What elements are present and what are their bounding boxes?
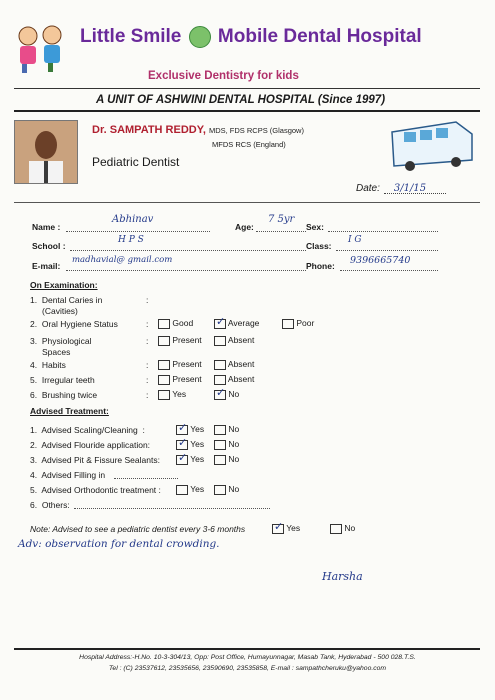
colon: : (146, 319, 149, 329)
phone-label: Phone: (306, 261, 335, 271)
school-label: School : (32, 241, 66, 251)
brushing-no[interactable]: ✓ No (214, 389, 239, 400)
sealant-yes[interactable]: ✓ Yes (176, 454, 204, 465)
note-yes[interactable]: ✓ Yes (272, 523, 300, 534)
checkbox[interactable] (214, 375, 226, 385)
exam-item-4: 4. Habits (30, 360, 66, 370)
age-label: Age: (235, 222, 254, 232)
colon: : (146, 375, 149, 385)
class-label: Class: (306, 241, 332, 251)
checkbox-checked[interactable] (176, 455, 188, 465)
kids-logo-icon (10, 22, 72, 74)
doctor-specialty: Pediatric Dentist (92, 155, 180, 169)
checkbox[interactable] (158, 375, 170, 385)
others-line (74, 508, 270, 509)
scaling-yes[interactable]: ✓ Yes (176, 424, 204, 435)
checkbox-checked[interactable] (176, 425, 188, 435)
mobile-bus-icon (386, 114, 478, 176)
hospital-address: Hospital Address:-H.No. 10-3-304/13, Opp: Post Office, Humayunnagar, Masab Tank, Hyderabad - 500 028.T.S. (79, 654, 416, 661)
exam-item-6: 6. Brushing twice (30, 390, 98, 400)
oral-hygiene-average[interactable]: ✓ Average (214, 318, 259, 329)
unit-line: A UNIT OF ASHWINI DENTAL HOSPITAL (Since 1997) (96, 94, 386, 106)
name-value: Abhinav (112, 214, 154, 225)
signature: Harsha (322, 570, 363, 583)
checkbox[interactable] (214, 455, 226, 465)
checkbox-checked[interactable] (214, 319, 226, 329)
checkbox-checked[interactable] (272, 524, 284, 534)
colon: : (146, 295, 149, 305)
oral-hygiene-poor[interactable]: Poor (282, 318, 314, 329)
phone-value: 9396665740 (350, 255, 411, 266)
spaces-present[interactable]: Present (158, 335, 202, 346)
hospital-contact: Tel : (C) 23537612, 23535656, 23590690, 23535858, E-mail : sampathcheruku@yahoo.com (108, 665, 387, 672)
advice-note: Adv: observation for dental crowding. (18, 538, 220, 550)
age-line (256, 231, 306, 232)
checkbox[interactable] (176, 485, 188, 495)
exam-item-5: 5. Irregular teeth (30, 375, 95, 385)
sex-label: Sex: (306, 222, 324, 232)
fluoride-no[interactable]: No (214, 439, 239, 450)
name-line (66, 231, 210, 232)
treatment-item-5: 5. Advised Orthodontic treatment : (30, 485, 161, 495)
checkbox[interactable] (214, 360, 226, 370)
date-field: Date: 3/1/15 (356, 183, 427, 194)
class-value: I G (348, 235, 362, 245)
exam-item-3-sub: Spaces (42, 347, 71, 357)
irregular-present[interactable]: Present (158, 374, 202, 385)
checkbox[interactable] (214, 485, 226, 495)
exam-item-2: 2. Oral Hygiene Status (30, 319, 118, 329)
checkbox[interactable] (158, 390, 170, 400)
email-label: E-mail: (32, 261, 61, 271)
hospital-subtitle: Exclusive Dentistry for kids (148, 70, 299, 82)
phone-line (340, 270, 438, 271)
oral-hygiene-good[interactable]: Good (158, 318, 193, 329)
sealant-no[interactable]: No (214, 454, 239, 465)
habits-absent[interactable]: Absent (214, 359, 254, 370)
exam-item-1: 1. Dental Caries in (30, 295, 103, 305)
checkbox[interactable] (214, 440, 226, 450)
school-value: H P S (118, 235, 144, 245)
revisit-note: Note: Advised to see a pediatric dentist every 3-6 months (30, 524, 246, 534)
checkbox[interactable] (158, 336, 170, 346)
sex-line (328, 231, 438, 232)
divider (14, 88, 480, 89)
divider (14, 202, 480, 203)
hospital-title: Little Smile Mobile Dental Hospital (80, 26, 422, 48)
email-value: madhavial@ gmail.com (72, 255, 173, 265)
checkbox[interactable] (214, 425, 226, 435)
checkbox-checked[interactable] (214, 390, 226, 400)
class-line (336, 250, 438, 251)
ortho-no[interactable]: No (214, 484, 239, 495)
checkbox[interactable] (158, 319, 170, 329)
scaling-no[interactable]: No (214, 424, 239, 435)
checkbox[interactable] (330, 524, 342, 534)
treatment-heading: Advised Treatment: (30, 406, 109, 416)
treatment-item-6: 6. Others: (30, 500, 70, 510)
checkbox-checked[interactable] (176, 440, 188, 450)
treatment-item-2: 2. Advised Flouride application: (30, 440, 151, 450)
treatment-item-4: 4. Advised Filling in (30, 470, 106, 480)
doctor-quals: MFDS RCS (England) (212, 140, 286, 149)
habits-present[interactable]: Present (158, 359, 202, 370)
colon: : (146, 360, 149, 370)
checkbox[interactable] (282, 319, 294, 329)
brushing-yes[interactable]: Yes (158, 389, 186, 400)
date-line (384, 192, 446, 194)
treatment-item-1: 1. Advised Scaling/Cleaning : (30, 425, 145, 435)
treatment-item-3: 3. Advised Pit & Fissure Sealants: (30, 455, 160, 465)
doctor-name: Dr. SAMPATH REDDY, MDS, FDS RCPS (Glasgow) (92, 124, 304, 136)
age-value: 7 5yr (268, 214, 295, 225)
colon: : (146, 390, 149, 400)
divider (14, 110, 480, 112)
name-label: Name : (32, 222, 61, 232)
spaces-absent[interactable]: Absent (214, 335, 254, 346)
irregular-absent[interactable]: Absent (214, 374, 254, 385)
email-line (66, 270, 306, 271)
exam-item-3: 3. Physiological (30, 336, 92, 346)
exam-item-1-sub: (Cavities) (42, 306, 78, 316)
school-line (70, 250, 306, 251)
fluoride-yes[interactable]: ✓ Yes (176, 439, 204, 450)
examination-heading: On Examination: (30, 280, 98, 290)
ortho-yes[interactable]: Yes (176, 484, 204, 495)
checkbox[interactable] (158, 360, 170, 370)
colon: : (146, 336, 149, 346)
divider (14, 648, 480, 650)
note-no[interactable]: No (330, 523, 355, 534)
hospital-emblem-icon (189, 26, 211, 48)
checkbox[interactable] (214, 336, 226, 346)
filling-line (114, 478, 178, 479)
doctor-photo (14, 120, 78, 184)
